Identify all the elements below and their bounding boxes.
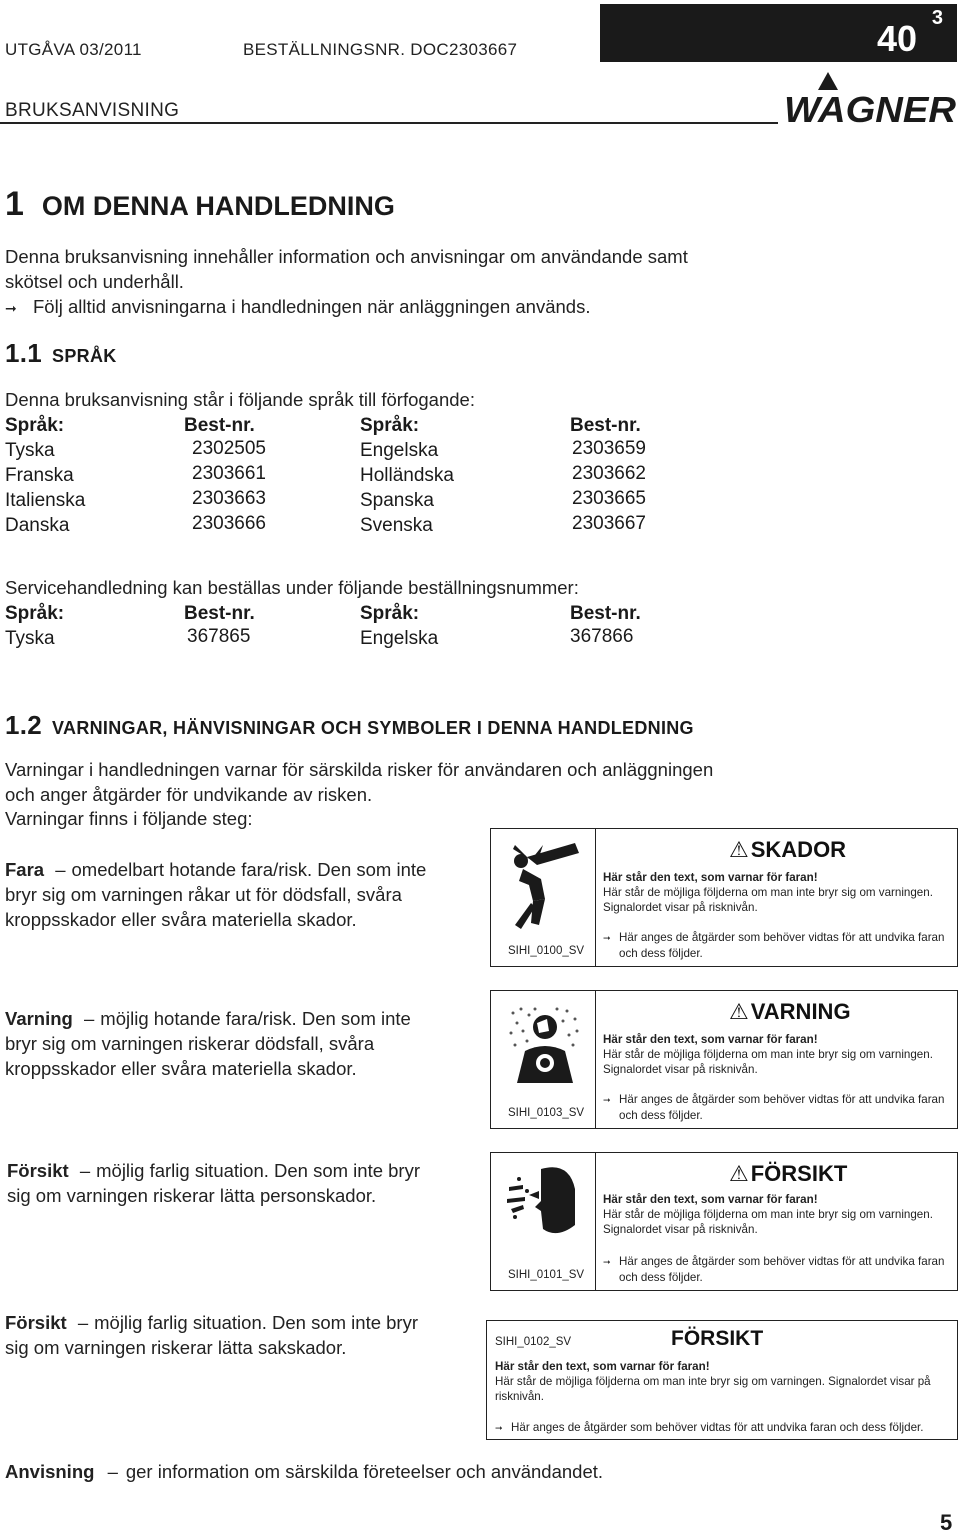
level-line: möjlig farlig situation. Den som inte bryr [96, 1160, 421, 1181]
section-1-1-title: SPRÅK [52, 346, 117, 366]
lang-nr: 2303662 [572, 463, 646, 484]
service-lang: Tyska [5, 628, 55, 649]
lang-row: Holländska [360, 465, 454, 486]
lang-row: Franska [5, 465, 74, 486]
signal-word: FÖRSIKT [750, 1161, 848, 1186]
section-1-title: OM DENNA HANDLEDNING [41, 191, 395, 221]
lang-nr: 2303663 [192, 488, 266, 509]
explosion-icon [507, 1005, 583, 1085]
lang-nr: 2302505 [192, 438, 266, 459]
signal-word: VARNING [750, 999, 851, 1024]
col-header-lang-left: Språk: [5, 415, 65, 436]
service-col-nr-left: Best-nr. [184, 603, 255, 624]
level-fara-desc [5, 857, 426, 932]
box-action-line: och dess följder. [619, 1109, 703, 1122]
box-code: SIHI_0100_SV [508, 945, 585, 957]
level-term: Försikt [7, 1160, 69, 1181]
signal-word: SKADOR [750, 837, 847, 862]
service-lang: Engelska [360, 628, 439, 649]
box-code: SIHI_0103_SV [508, 1107, 585, 1119]
warning-triangle-icon: ⚠ [729, 837, 749, 862]
box-body [603, 1192, 933, 1237]
box-action [495, 1420, 923, 1436]
section-1-2-title: VARNINGAR, HÄNVISNINGAR OCH SYMBOLER I DENNA HANDLEDNING [52, 718, 694, 738]
arrow-right-icon: ➞ [5, 300, 17, 316]
volume-superscript: 3 [931, 7, 943, 29]
level-forsikt-property-desc [5, 1310, 418, 1360]
box-signal-title [729, 999, 851, 1025]
spray-injury-icon [507, 1163, 583, 1251]
warning-triangle-icon: ⚠ [729, 999, 749, 1024]
level-term: Försikt [5, 1312, 67, 1333]
box-body [495, 1359, 931, 1404]
notice-dash: – [107, 1461, 118, 1482]
box-divider [595, 991, 596, 1128]
box-consequence: Här står de möjliga följderna om man inte bryr sig om varningen. [603, 1208, 933, 1221]
lang-row: Tyska [5, 440, 55, 461]
languages-intro: Denna bruksanvisning står i följande språk till förfogande: [5, 389, 475, 410]
box-signal-title [729, 1161, 847, 1187]
arrow-right-icon: ➞ [495, 1423, 503, 1433]
section-1-2-number: 1.2 [5, 710, 43, 740]
level-line: bryr sig om varningen riskerar dödsfall, svåra [5, 1033, 375, 1054]
box-consequence-cont: risknivån. [495, 1390, 544, 1403]
lang-row: Italienska [5, 490, 86, 511]
box-action-line: Här anges de åtgärder som behöver vidtas för att undvika faran [619, 1255, 945, 1268]
service-col-nr-right: Best-nr. [570, 603, 641, 624]
lang-row: Svenska [360, 515, 433, 536]
arrow-right-icon: ➞ [603, 1257, 611, 1267]
lang-nr: 2303661 [192, 463, 266, 484]
lang-nr: 2303665 [572, 488, 646, 509]
box-action [603, 930, 944, 961]
wagner-logo-mark [784, 72, 956, 124]
box-consequence: Här står de möjliga följderna om man inte bryr sig om varningen. Signalordet visar på [495, 1375, 931, 1388]
warning-box-fara [490, 828, 958, 967]
section-1-2-text-3: Varningar finns i följande steg: [5, 808, 253, 829]
service-col-lang-right: Språk: [360, 603, 420, 624]
arrow-right-icon: ➞ [603, 933, 611, 943]
section-1-text-1: Denna bruksanvisning innehåller information och anvisningar om användande samt [5, 246, 688, 267]
level-line: kroppsskador eller svåra materiella skador. [5, 1058, 357, 1079]
box-consequence: Här står de möjliga följderna om man inte bryr sig om varningen. [603, 886, 933, 899]
service-nr: 367866 [570, 626, 634, 647]
warning-box-forsikt-person [490, 1152, 958, 1291]
level-line: omedelbart hotande fara/risk. Den som inte [71, 859, 427, 880]
level-term: Varning [5, 1008, 73, 1029]
level-dash: – [55, 859, 66, 880]
service-col-lang-left: Språk: [5, 603, 65, 624]
warning-box-varning [490, 990, 958, 1129]
box-signal-title [729, 837, 846, 863]
warning-triangle-icon: ⚠ [729, 1161, 749, 1186]
lang-nr: 2303659 [572, 438, 646, 459]
section-1-2-text-2: och anger åtgärder för undvikande av risken. [5, 784, 373, 805]
box-signal-note: Signalordet visar på risknivån. [603, 1223, 758, 1236]
box-action-line: Här anges de åtgärder som behöver vidtas för att undvika faran [619, 1093, 945, 1106]
page-number: 5 [940, 1510, 953, 1535]
box-divider [595, 829, 596, 966]
section-1-1-heading [5, 338, 117, 369]
lang-nr: 2303667 [572, 513, 646, 534]
box-action [603, 1254, 944, 1285]
warning-box-forsikt-property [486, 1320, 958, 1440]
box-action-line: Här anges de åtgärder som behöver vidtas för att undvika faran [619, 931, 945, 944]
box-bold-line: Här står den text, som varnar för faran! [495, 1360, 710, 1373]
level-line: möjlig hotande fara/risk. Den som inte [100, 1008, 411, 1029]
electric-shock-icon [505, 837, 583, 937]
lang-row: Spanska [360, 490, 434, 511]
col-header-lang-right: Språk: [360, 415, 420, 436]
level-line: kroppsskador eller svåra materiella skador. [5, 909, 357, 930]
level-varning-desc [5, 1006, 411, 1081]
lang-nr: 2303666 [192, 513, 266, 534]
header-rule [0, 122, 778, 124]
lang-row: Engelska [360, 440, 439, 461]
box-code: SIHI_0101_SV [508, 1269, 585, 1281]
box-signal-note: Signalordet visar på risknivån. [603, 901, 758, 914]
notice-line [5, 1459, 603, 1484]
box-consequence: Här står de möjliga följderna om man inte bryr sig om varningen. [603, 1048, 933, 1061]
box-signal-note: Signalordet visar på risknivån. [603, 1063, 758, 1076]
box-body [603, 870, 933, 915]
level-dash: – [79, 1160, 91, 1181]
notice-term: Anvisning [5, 1461, 95, 1482]
box-bold-line: Här står den text, som varnar för faran! [603, 871, 818, 884]
box-divider [595, 1153, 596, 1290]
brand-name: WAGNER [784, 89, 956, 124]
notice-text: ger information om särskilda företeelser och användandet. [125, 1461, 604, 1482]
section-1-2-heading [5, 710, 694, 741]
box-bold-line: Här står den text, som varnar för faran! [603, 1193, 818, 1206]
section-1-number: 1 [5, 185, 24, 223]
level-line: sig om varningen riskerar lätta sakskador. [5, 1337, 347, 1358]
service-nr: 367865 [187, 626, 251, 647]
box-body [603, 1032, 933, 1077]
section-1-text-2: skötsel och underhåll. [5, 271, 184, 292]
service-intro: Servicehandledning kan beställas under följande beställningsnummer: [5, 577, 579, 598]
wagner-logo [784, 72, 956, 124]
col-header-nr-left: Best-nr. [184, 415, 255, 436]
level-dash: – [77, 1312, 89, 1333]
signal-word: FÖRSIKT [671, 1327, 764, 1350]
instruction-text: Följ alltid anvisningarna i handledningen när anläggningen används. [33, 296, 591, 317]
section-1-1-number: 1.1 [5, 338, 43, 368]
section-1-heading [5, 185, 395, 224]
box-action-line: och dess följder. [619, 947, 703, 960]
level-dash: – [84, 1008, 95, 1029]
box-action-line: och dess följder. [619, 1271, 703, 1284]
lang-row: Danska [5, 515, 70, 536]
volume-badge [600, 4, 957, 101]
box-action [603, 1092, 944, 1123]
col-header-nr-right: Best-nr. [570, 415, 641, 436]
level-forsikt-person-desc [7, 1158, 420, 1208]
level-line: sig om varningen riskerar lätta personskador. [7, 1185, 377, 1206]
section-1-instruction [5, 294, 590, 321]
order-number: BESTÄLLNINGSNR. DOC2303667 [243, 40, 518, 59]
box-action-line: Här anges de åtgärder som behöver vidtas för att undvika faran och dess följder. [511, 1421, 924, 1434]
level-line: bryr sig om varningen råkar ut för dödsfall, svåra [5, 884, 402, 905]
box-bold-line: Här står den text, som varnar för faran! [603, 1033, 818, 1046]
arrow-right-icon: ➞ [603, 1095, 611, 1105]
level-line: möjlig farlig situation. Den som inte bryr [94, 1312, 419, 1333]
edition-label: UTGÅVA 03/2011 [5, 40, 142, 59]
box-code: SIHI_0102_SV [495, 1336, 572, 1348]
level-term: Fara [5, 859, 45, 880]
doc-type: BRUKSANVISNING [5, 100, 180, 121]
volume-value: 40 cm [876, 18, 929, 101]
section-1-2-text-1: Varningar i handledningen varnar för särskilda risker för användaren och anläggningen [5, 759, 714, 780]
